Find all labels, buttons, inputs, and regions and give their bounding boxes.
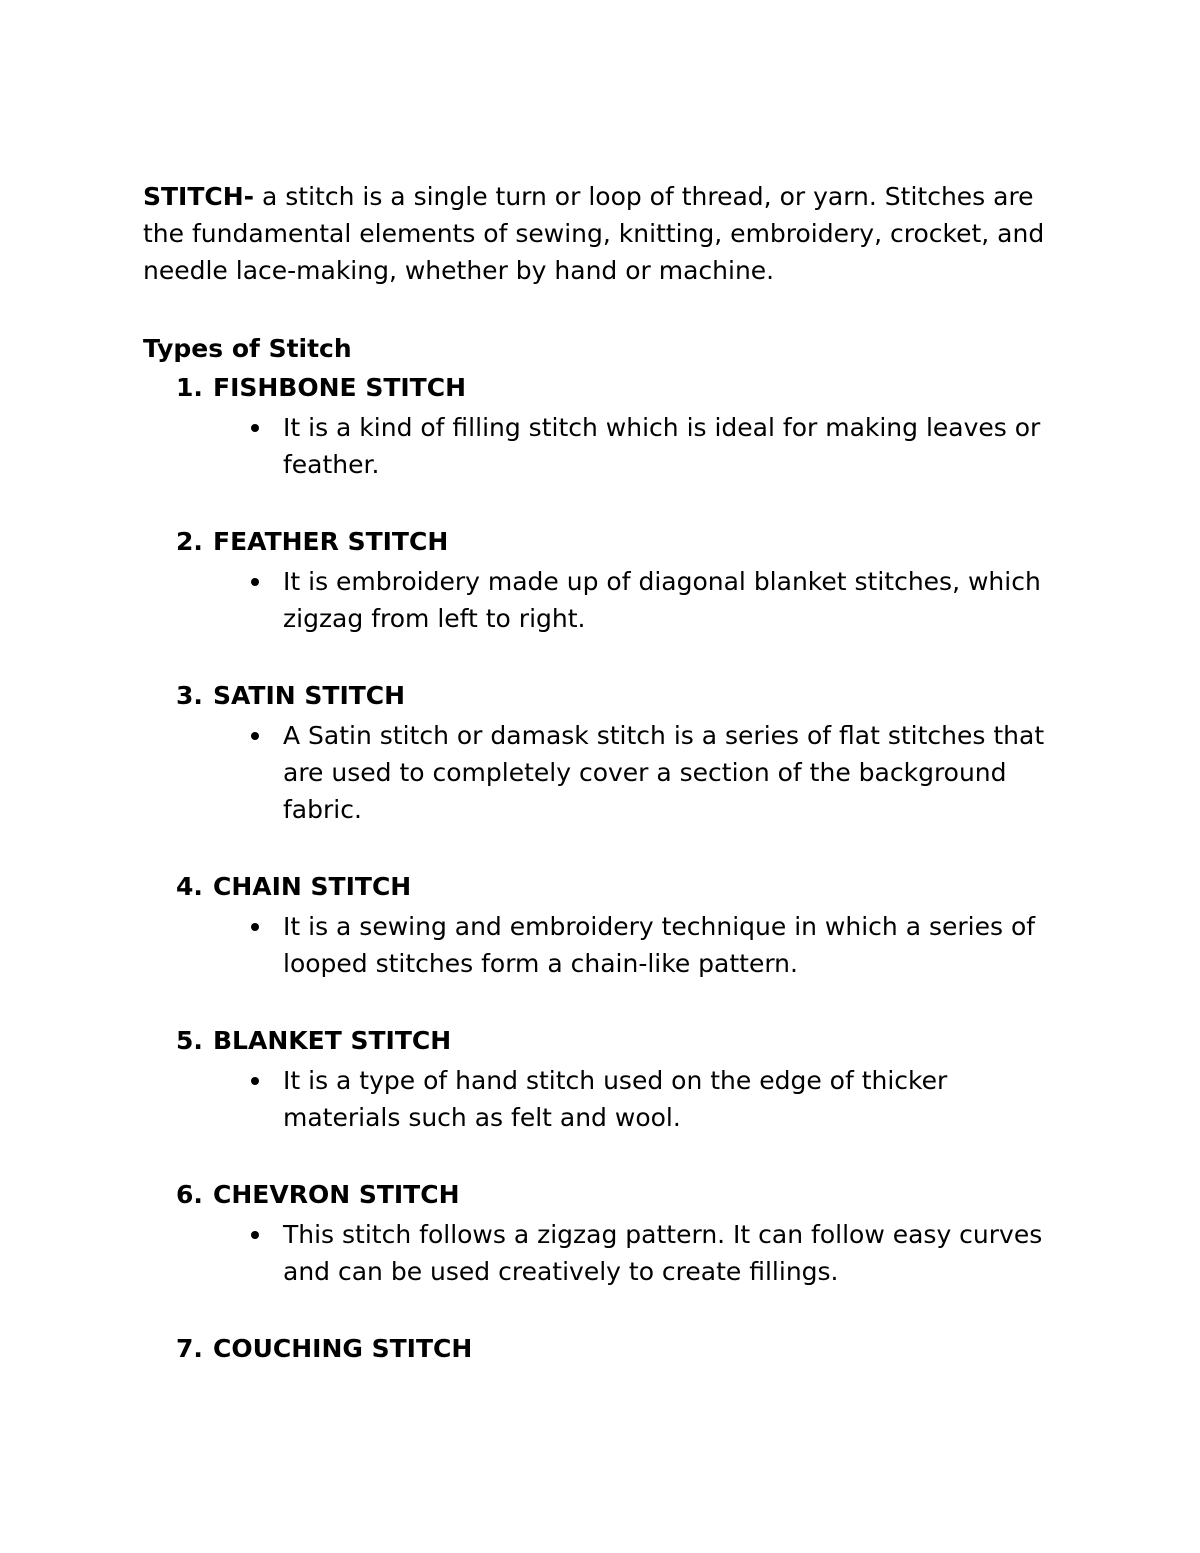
stitch-description-text: A Satin stitch or damask stitch is a series of flat stitches that are used to completely cover a section of the background fabric. (283, 721, 1045, 824)
stitch-number: 7. (176, 1334, 203, 1363)
stitch-description (143, 908, 1053, 982)
stitch-description-text: It is a type of hand stitch used on the edge of thicker materials such as felt and wool. (283, 1066, 948, 1132)
bullet-icon (251, 1077, 259, 1085)
bullet-icon (251, 923, 259, 931)
stitch-heading (143, 868, 1073, 905)
stitch-item-feather (143, 523, 1073, 637)
stitch-description-text: It is embroidery made up of diagonal blanket stitches, which zigzag from left to right. (283, 567, 1041, 633)
document-page (143, 178, 1073, 1370)
stitch-name: FISHBONE STITCH (213, 373, 467, 402)
stitch-heading (143, 1176, 1073, 1213)
stitch-heading (143, 677, 1073, 714)
stitch-description (143, 1062, 1053, 1136)
stitch-description-text: It is a kind of filling stitch which is ideal for making leaves or feather. (283, 413, 1041, 479)
stitch-description (143, 409, 1053, 483)
stitch-heading (143, 523, 1073, 560)
stitch-name: CHAIN STITCH (213, 872, 412, 901)
stitch-number: 1. (176, 373, 203, 402)
stitch-number: 6. (176, 1180, 203, 1209)
stitch-name: CHEVRON STITCH (213, 1180, 460, 1209)
stitch-item-chevron (143, 1176, 1073, 1290)
bullet-icon (251, 732, 259, 740)
stitch-name: BLANKET STITCH (213, 1026, 452, 1055)
stitch-item-fishbone (143, 369, 1073, 483)
intro-paragraph (143, 178, 1073, 289)
stitch-name: FEATHER STITCH (213, 527, 449, 556)
stitch-heading (143, 369, 1073, 406)
bullet-icon (251, 1231, 259, 1239)
stitch-list (143, 369, 1073, 1367)
stitch-description-text: This stitch follows a zigzag pattern. It can follow easy curves and can be used creatively to create fillings. (283, 1220, 1043, 1286)
stitch-description (143, 1216, 1053, 1290)
stitch-number: 3. (176, 681, 203, 710)
bullet-icon (251, 578, 259, 586)
stitch-item-chain (143, 868, 1073, 982)
section-title: Types of Stitch (143, 334, 352, 363)
stitch-item-satin (143, 677, 1073, 828)
stitch-description-text: It is a sewing and embroidery technique in which a series of looped stitches form a chain-like pattern. (283, 912, 1036, 978)
stitch-description (143, 563, 1053, 637)
stitch-number: 4. (176, 872, 203, 901)
stitch-heading (143, 1022, 1073, 1059)
stitch-heading (143, 1330, 1073, 1367)
stitch-item-blanket (143, 1022, 1073, 1136)
bullet-icon (251, 424, 259, 432)
stitch-number: 5. (176, 1026, 203, 1055)
stitch-name: COUCHING STITCH (213, 1334, 473, 1363)
stitch-description (143, 717, 1053, 828)
intro-term: STITCH- (143, 182, 255, 211)
intro-text: a stitch is a single turn or loop of thread, or yarn. Stitches are the fundamental elements of sewing, knitting, embroidery, crocket, and needle lace-making, whether by hand or machine. (143, 182, 1045, 285)
stitch-number: 2. (176, 527, 203, 556)
stitch-name: SATIN STITCH (213, 681, 406, 710)
stitch-item-couching (143, 1330, 1073, 1367)
